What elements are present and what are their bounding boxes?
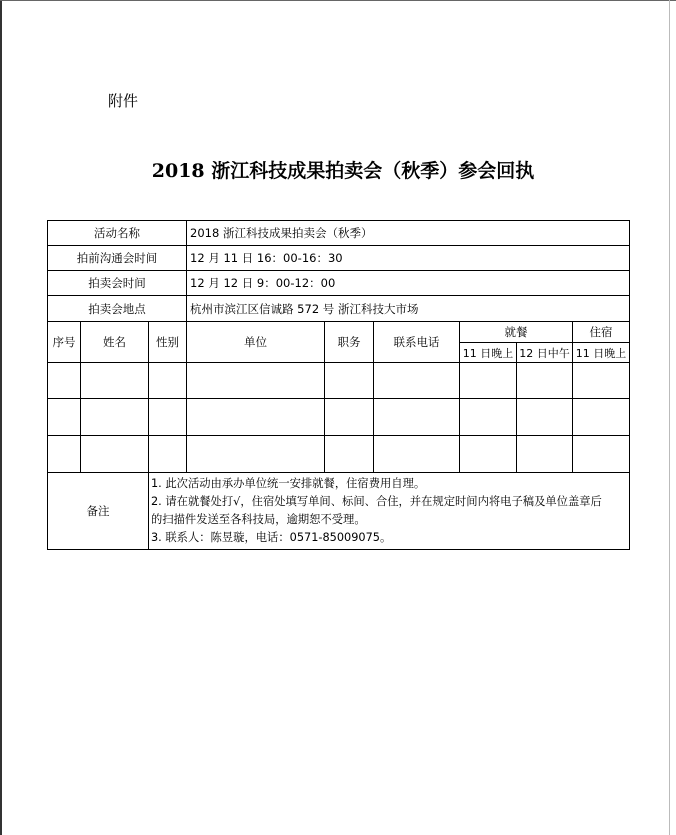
attachment-label: 附件 <box>108 92 139 110</box>
col-header-org: 单位 <box>187 322 325 363</box>
page-edge-top <box>0 0 676 1</box>
lodging-cell[interactable] <box>573 436 630 473</box>
note-line: 3. 联系人：陈昱璇，电话：0571-85009075。 <box>151 531 392 544</box>
phone-cell[interactable] <box>374 436 460 473</box>
name-cell[interactable] <box>81 436 149 473</box>
registration-form-table <box>47 220 630 550</box>
phone-cell[interactable] <box>374 399 460 436</box>
info-label: 拍卖会时间 <box>48 271 187 296</box>
org-cell[interactable] <box>187 363 325 399</box>
header-row <box>48 322 630 343</box>
info-row-activity <box>48 221 630 246</box>
col-header-position: 职务 <box>325 322 374 363</box>
info-row-location <box>48 296 630 322</box>
seq-cell[interactable] <box>48 436 81 473</box>
position-cell[interactable] <box>325 399 374 436</box>
gender-cell[interactable] <box>149 363 187 399</box>
note-line: 的扫描件发送至各科技局，逾期恕不受理。 <box>151 513 366 526</box>
col-header-phone: 联系电话 <box>374 322 460 363</box>
meal-2-cell[interactable] <box>517 436 573 473</box>
col-header-meal-2: 12 日中午 <box>517 343 573 363</box>
meal-1-cell[interactable] <box>460 363 517 399</box>
seq-cell[interactable] <box>48 363 81 399</box>
info-value[interactable]: 12 月 12 日 9：00-12：00 <box>187 271 630 296</box>
meal-1-cell[interactable] <box>460 399 517 436</box>
table-row <box>48 399 630 436</box>
page-edge-right <box>669 0 670 835</box>
info-value[interactable]: 12 月 11 日 16：00-16：30 <box>187 246 630 271</box>
col-header-meals: 就餐 <box>460 322 573 343</box>
page-edge-left <box>0 0 2 835</box>
meal-2-cell[interactable] <box>517 399 573 436</box>
col-header-gender: 性别 <box>149 322 187 363</box>
info-row-pre-meeting <box>48 246 630 271</box>
col-header-name: 姓名 <box>81 322 149 363</box>
gender-cell[interactable] <box>149 436 187 473</box>
position-cell[interactable] <box>325 436 374 473</box>
gender-cell[interactable] <box>149 399 187 436</box>
name-cell[interactable] <box>81 399 149 436</box>
position-cell[interactable] <box>325 363 374 399</box>
info-label: 拍前沟通会时间 <box>48 246 187 271</box>
lodging-cell[interactable] <box>573 363 630 399</box>
info-row-auction-time <box>48 271 630 296</box>
org-cell[interactable] <box>187 436 325 473</box>
lodging-cell[interactable] <box>573 399 630 436</box>
notes-content <box>149 473 630 550</box>
notes-label: 备注 <box>48 473 149 550</box>
name-cell[interactable] <box>81 363 149 399</box>
note-line: 1. 此次活动由承办单位统一安排就餐，住宿费用自理。 <box>151 477 426 490</box>
info-value[interactable]: 2018 浙江科技成果拍卖会（秋季） <box>187 221 630 246</box>
table-row <box>48 436 630 473</box>
note-line: 2. 请在就餐处打√，住宿处填写单间、标间、合住，并在规定时间内将电子稿及单位盖章后 <box>151 495 602 508</box>
col-header-seq: 序号 <box>48 322 81 363</box>
notes-row <box>48 473 630 550</box>
meal-2-cell[interactable] <box>517 363 573 399</box>
seq-cell[interactable] <box>48 399 81 436</box>
col-header-meal-1: 11 日晚上 <box>460 343 517 363</box>
info-label: 拍卖会地点 <box>48 296 187 322</box>
phone-cell[interactable] <box>374 363 460 399</box>
meal-1-cell[interactable] <box>460 436 517 473</box>
document-title: 2018 浙江科技成果拍卖会（秋季）参会回执 <box>151 160 535 182</box>
table-row <box>48 363 630 399</box>
col-header-lodging-1: 11 日晚上 <box>573 343 630 363</box>
info-value[interactable]: 杭州市滨江区信诚路 572 号 浙江科技大市场 <box>187 296 630 322</box>
org-cell[interactable] <box>187 399 325 436</box>
col-header-lodging: 住宿 <box>573 322 630 343</box>
info-label: 活动名称 <box>48 221 187 246</box>
